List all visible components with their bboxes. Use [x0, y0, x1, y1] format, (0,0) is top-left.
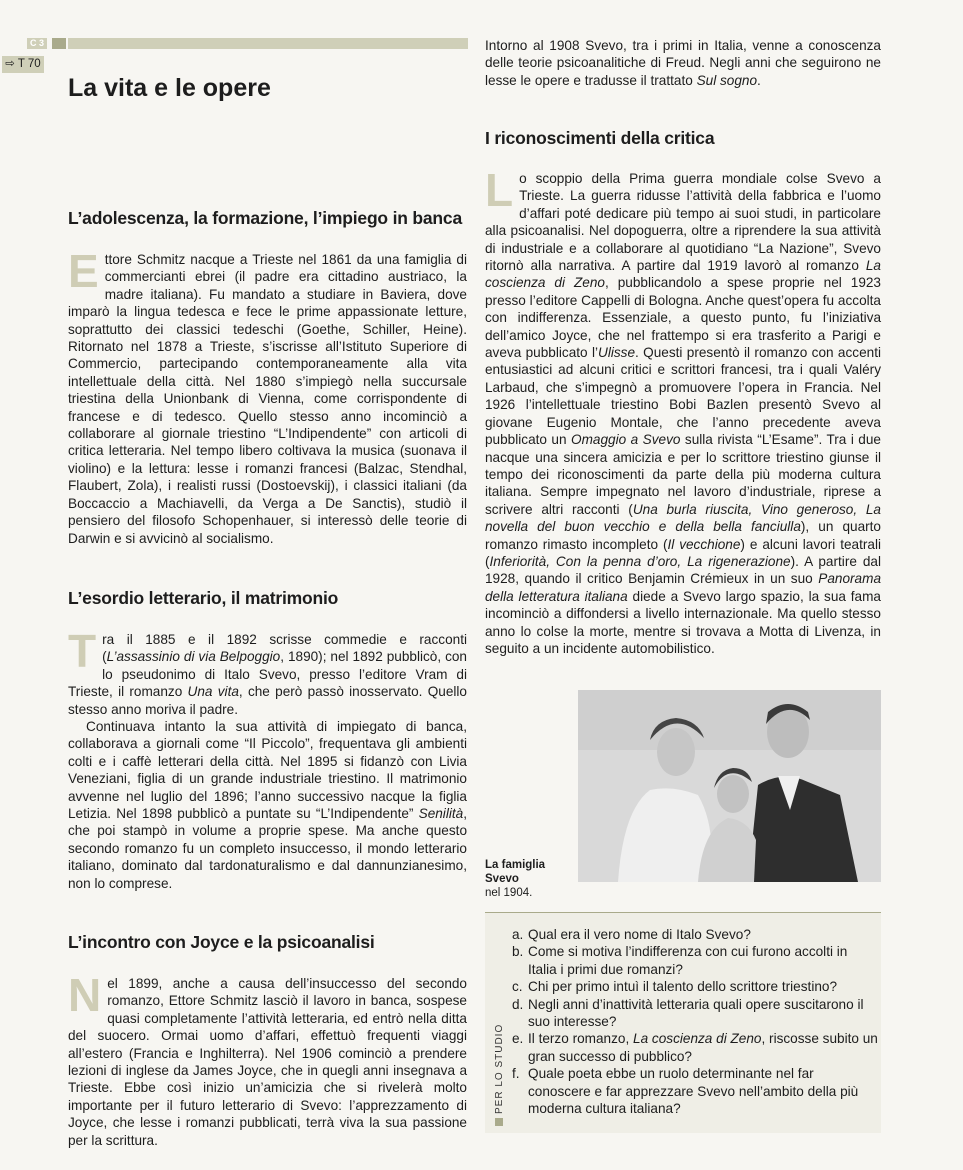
page-title: La vita e le opere	[68, 74, 271, 102]
section-text-adolescence: Ettore Schmitz nacque a Trieste nel 1861 da una famiglia di commercianti ebrei (il padre era cittadino austriaco, la madre italiana). Fu mandato a studiare in Baviera, dove imparò la lingua tedesca e fece le prime appassionate letture, soprattutto dei classici tedeschi (Goethe, Schiller, Heine). Ritornato nel 1878 a Trieste, s’iscrisse all’Istituto Superiore di Commercio, partecipando contemporaneamente alla vita intellettuale della città. Nel 1880 s’impiegò nella succursale triestina della Unionbank di Vienna, come corrispondente di francese e di tedesco. Quello stesso anno incominciò a collaborare al giornale triestino “L’Indipendente” con articoli di critica letteraria. Nel tempo libero coltivava la musica (suonava il violino) e la lettura: lesse i romanzi francesi (Balzac, Stendhal, Flaubert, Zola), i realisti russi (Dostoevskij), i classici italiani (da Boccaccio a Machiavelli, da Verga a De Sanctis), studiò il pensiero del filosofo Schopenhauer, si interessò delle teorie di Darwin e si avvicinò al socialismo.	[68, 245, 467, 546]
question-item: e. Il terzo romanzo, La coscienza di Zeno, riscosse subito un gran successo di pubblico?	[512, 1031, 878, 1064]
left-column	[68, 208, 467, 1149]
section-text-joyce: Nel 1899, anche a causa dell’insuccesso del secondo romanzo, Ettore Schmitz lasciò il lavoro in banca, sospese quasi completamente l’attività letteraria, ed entrò nella ditta del suocero. Ormai uomo d’affari, effettuò frequenti viaggi all’estero (Francia e Inghilterra). Nel 1906 cominciò a prendere lezioni di inglese da James Joyce, che in quegli anni insegnava a Trieste. Ebbe così inizio un’amicizia che si rivelerà molto importante per il futuro letterario di Svevo: l’apprezzamento di Joyce, che lesse i romanzi pubblicati, terrà viva la sua passione per la scrittura.	[68, 969, 467, 1148]
drop-cap: E	[68, 245, 99, 297]
photo-caption: La famiglia Svevo nel 1904.	[485, 859, 546, 899]
study-label: PER LO STUDIO	[494, 1024, 505, 1126]
header-stripe-dark	[52, 38, 66, 49]
question-item: c. Chi per primo intuì il talento dello scrittore triestino?	[512, 979, 838, 995]
section-heading-debut: L’esordio letterario, il matrimonio	[68, 587, 339, 608]
question-item: d. Negli anni d’inattività letteraria quali opere suscitarono il suo interesse?	[512, 996, 864, 1030]
drop-cap: T	[68, 624, 97, 677]
intro-paragraph: Intorno al 1908 Svevo, tra i primi in Italia, venne a conoscenza delle teorie psicoanalitiche di Freud. Negli anni che seguirono ne lesse le opere e tradusse il trattato Sul sogno.	[485, 38, 881, 88]
section-heading-joyce: L’incontro con Joyce e la psicoanalisi	[68, 932, 375, 952]
study-questions	[512, 926, 878, 1117]
question-item: a. Qual era il vero nome di Italo Svevo?	[512, 927, 751, 942]
drop-cap: L	[485, 164, 514, 216]
section-text-recognition: Lo scoppio della Prima guerra mondiale colse Svevo a Trieste. La guerra ridusse l’attività della fabbrica e l’uomo d’affari poté dedicare più tempo ai suoi studi, in particolare alla psicoanalisi. Nel dopoguerra, oltre a riprendere la sua attività di industriale e a collaborare al quotidiano “La Nazione”, Svevo ritornò alla narrativa. A partire dal 1919 lavorò al romanzo La coscienza di Zeno, pubblicandolo a spese proprie nel 1923 presso l’editore Cappelli di Bologna. Anche quest’opera fu accolta con indifferenza. Essenziale, a questo punto, fu l’iniziativa dell’amico Joyce, che nel frattempo si era trasferito a Parigi e aveva pubblicato l’Ulisse. Questi presentò il romanzo con accenti entusiastici ad alcuni critici e scrittori francesi, tra i quali Valéry Larbaud, che s’impegnò a promuovere l’opera in Francia. Nel 1926 l’intellettuale triestino Bobi Bazlen presentò Svevo al giovane Eugenio Montale, che l’anno precedente aveva pubblicato un Omaggio a Svevo sulla rivista “L’Esame”. Tra i due nacque una sincera amicizia e per lo scrittore triestino giunse il tempo dei riconoscimenti da parte della più moderna cultura italiana. Sempre impegnato nel lavoro d’industriale, riprese a scrivere altri racconti (Una burla riuscita, Vino generoso, La novella del buon vecchio e della bella fanciulla), un quarto romanzo rimasto incompleto (Il vecchione) e alcuni lavori teatrali (Inferiorità, Con la penna d’oro, La rigenerazione). A partire dal 1928, quando il critico Benjamin Crémieux in un suo Panorama della letteratura italiana diede a Svevo largo spazio, la sua fama incominciò a diffondersi a livello internazionale. Ma quello stesso anno lo colse la morte, mentre si trovava a Motta di Livenza, in seguito a un incidente automobilistico.	[485, 164, 882, 656]
study-marker	[495, 1118, 503, 1126]
header-stripe	[68, 38, 468, 49]
question-item: b. Come si motiva l’indifferenza con cui furono accolti in Italia i primi due romanzi?	[512, 944, 848, 977]
family-photo-illustration	[578, 690, 881, 882]
section-text-debut: Tra il 1885 e il 1892 scrisse commedie e racconti (L’assassinio di via Belpoggio, 1890); nel 1892 pubblicò, con lo pseudonimo di Italo Svevo, presso l’editore Vram di Trieste, il romanzo Una vita, che però passò inosservato. Quello stesso anno moriva il padre. Continuava intanto la sua attività di impiegato di banca, collaborava a giornali come “Il Piccolo”, frequentava gli ambienti colti e i caffè letterari della città. Nel 1895 si fidanzò con Livia Veneziani, figlia di un grande industriale triestino. Il matrimonio avvenne nel luglio del 1896; l’anno successivo nacque la figlia Letizia. Nel 1898 pubblicò a puntate su “L’Indipendente” Senilità, che poi stampò in volume a proprie spese. Ma anche questo secondo romanzo fu un completo insuccesso, il mondo letterario italiano, dominato dal tardonaturalismo e dal dannunzianesimo, non lo comprese.	[68, 624, 467, 891]
cross-reference-link[interactable]: ⇨ T 70	[2, 56, 44, 73]
drop-cap: N	[68, 969, 102, 1021]
section-heading-recognition: I riconoscimenti della critica	[485, 128, 715, 148]
question-item: f. Quale poeta ebbe un ruolo determinante nel far conoscere e far apprezzare Svevo nell’ambito della più moderna cultura italiana?	[512, 1066, 859, 1117]
family-photo	[578, 690, 881, 882]
chapter-tag: C 3	[27, 38, 47, 49]
section-heading-adolescence: L’adolescenza, la formazione, l’impiego in banca	[68, 208, 462, 228]
